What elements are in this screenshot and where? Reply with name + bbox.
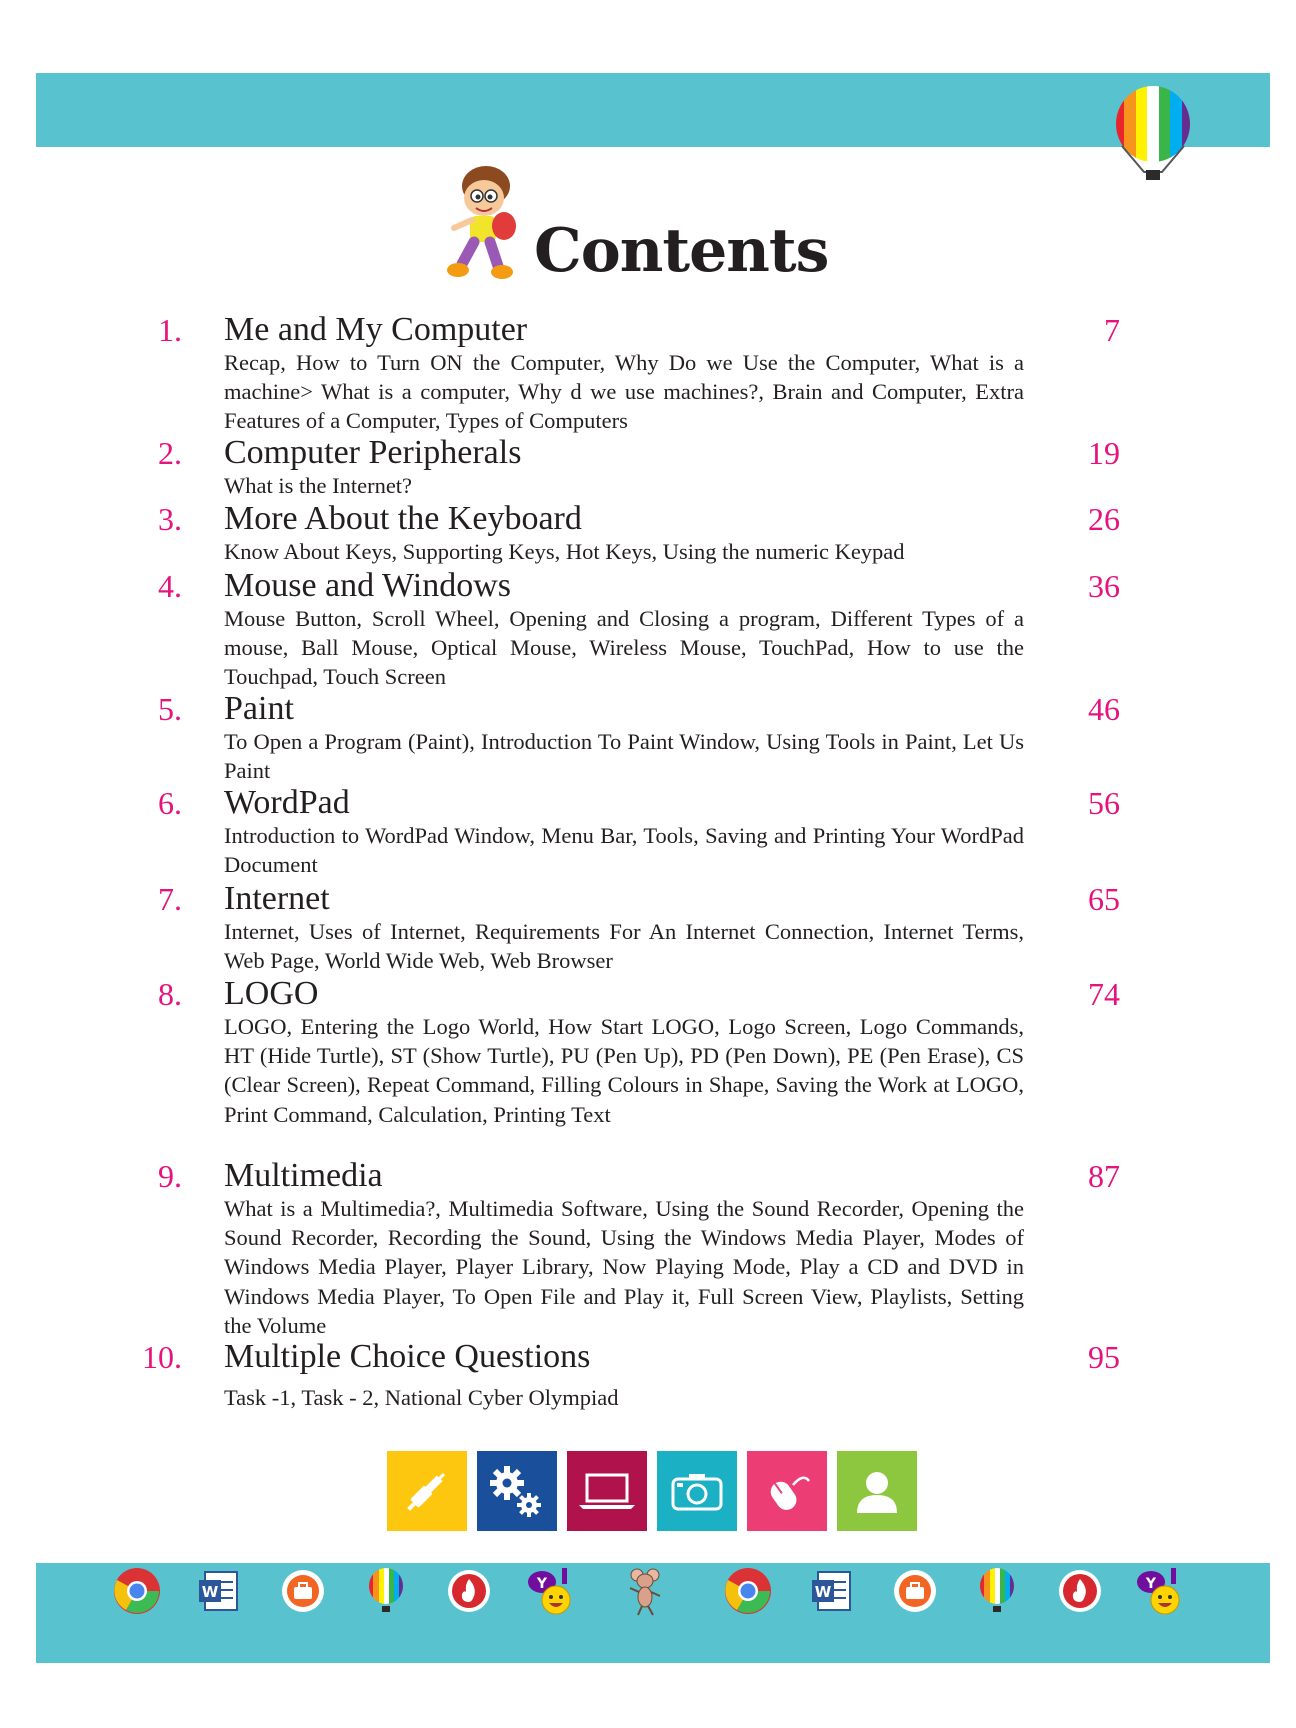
page-number: 19 — [1088, 435, 1120, 471]
chapter-topics: Mouse Button, Scroll Wheel, Opening and Closing a program, Different Types of a mouse, Ball Mouse, Optical Mouse, Wireless Mouse, TouchPad, How to use the Touchpad, Touch Screen — [224, 606, 1024, 690]
svg-text:Y: Y — [1145, 1576, 1157, 1592]
chapter-number: 3. — [158, 501, 182, 537]
chapter-topics: Internet, Uses of Internet, Requirements For An Internet Connection, Internet Terms, Web Page, World Wide Web, Web Browser — [224, 919, 1024, 974]
chapter-topics: To Open a Program (Paint), Introduction To Paint Window, Using Tools in Paint, Let Us Paint — [224, 729, 1024, 784]
page-number: 36 — [1088, 568, 1120, 604]
svg-text:Y: Y — [536, 1576, 548, 1592]
yahoo-icon — [524, 1566, 574, 1616]
page-number: 95 — [1088, 1339, 1120, 1375]
page-number: 7 — [1104, 312, 1120, 348]
chapter-title: Paint — [224, 690, 294, 727]
chapter-topics: Introduction to WordPad Window, Menu Bar, Tools, Saving and Printing Your WordPad Document — [224, 823, 1024, 878]
svg-text:W: W — [201, 1583, 219, 1601]
briefcase-icon — [890, 1566, 940, 1616]
usb-icon — [387, 1451, 467, 1531]
chapter-number: 9. — [158, 1158, 182, 1194]
chapter-number: 8. — [158, 976, 182, 1012]
yahoo-icon — [1133, 1566, 1183, 1616]
chapter-topics: What is the Internet? — [224, 473, 413, 498]
page-number: 74 — [1088, 976, 1120, 1012]
svg-text:W: W — [814, 1583, 832, 1601]
chapter-number: 1. — [158, 312, 182, 348]
chapter-title: Mouse and Windows — [224, 567, 511, 604]
chapter-number: 5. — [158, 691, 182, 727]
chapter-title: LOGO — [224, 975, 319, 1012]
balloon-icon — [361, 1566, 411, 1616]
page-number: 87 — [1088, 1158, 1120, 1194]
camera-icon — [657, 1451, 737, 1531]
laptop-icon — [567, 1451, 647, 1531]
word-icon — [195, 1566, 245, 1616]
chapter-topics: LOGO, Entering the Logo World, How Start LOGO, Logo Screen, Logo Commands, HT (Hide Turtle), ST (Show Turtle), PU (Pen Up), PD (Pen Down), PE (Pen Erase), CS (Clear Screen), Repeat Command, Filling Colours in Shape, Saving the Work at LOGO, Print Command, Calculation, Printing Text — [224, 1014, 1024, 1127]
page-number: 26 — [1088, 501, 1120, 537]
briefcase-icon — [278, 1566, 328, 1616]
balloon-icon — [972, 1566, 1022, 1616]
chapter-title: Multiple Choice Questions — [224, 1338, 591, 1375]
chapter-title: Computer Peripherals — [224, 434, 522, 471]
chrome-icon — [112, 1566, 162, 1616]
chapter-number: 4. — [158, 568, 182, 604]
page-title: Contents — [534, 216, 829, 286]
chapter-title: Multimedia — [224, 1157, 383, 1194]
mouse-mascot-icon — [620, 1566, 670, 1616]
chapter-number: 10. — [142, 1339, 182, 1375]
mouse-icon — [747, 1451, 827, 1531]
chrome-icon — [723, 1566, 773, 1616]
chapter-title: Internet — [224, 880, 330, 917]
chapter-topics: Recap, How to Turn ON the Computer, Why Do we Use the Computer, What is a machine> What is a computer, Why d we use machines?, Brain and Computer, Extra Features of a Computer, Types of Computers — [224, 350, 1024, 434]
page-number: 56 — [1088, 785, 1120, 821]
chapter-number: 7. — [158, 881, 182, 917]
fire-icon — [444, 1566, 494, 1616]
chapter-title: More About the Keyboard — [224, 500, 582, 537]
chapter-title: Me and My Computer — [224, 311, 528, 348]
word-icon — [808, 1566, 858, 1616]
chapter-topics: Know About Keys, Supporting Keys, Hot Keys, Using the numeric Keypad — [224, 539, 905, 564]
gears-icon — [477, 1451, 557, 1531]
chapter-topics: Task -1, Task - 2, National Cyber Olympiad — [224, 1385, 619, 1410]
page-number: 46 — [1088, 691, 1120, 727]
page-number: 65 — [1088, 881, 1120, 917]
user-icon — [837, 1451, 917, 1531]
chapter-number: 2. — [158, 435, 182, 471]
fire-icon — [1055, 1566, 1105, 1616]
chapter-number: 6. — [158, 785, 182, 821]
chapter-title: WordPad — [224, 784, 350, 821]
chapter-topics: What is a Multimedia?, Multimedia Software, Using the Sound Recorder, Opening the Sound Recorder, Recording the Sound, Using the Windows Media Player, Modes of Windows Media Player, Player Library, Now Playing Mode, Play a CD and DVD in Windows Media Player, To Open File and Play it, Full Screen View, Playlists, Setting the Volume — [224, 1196, 1024, 1338]
